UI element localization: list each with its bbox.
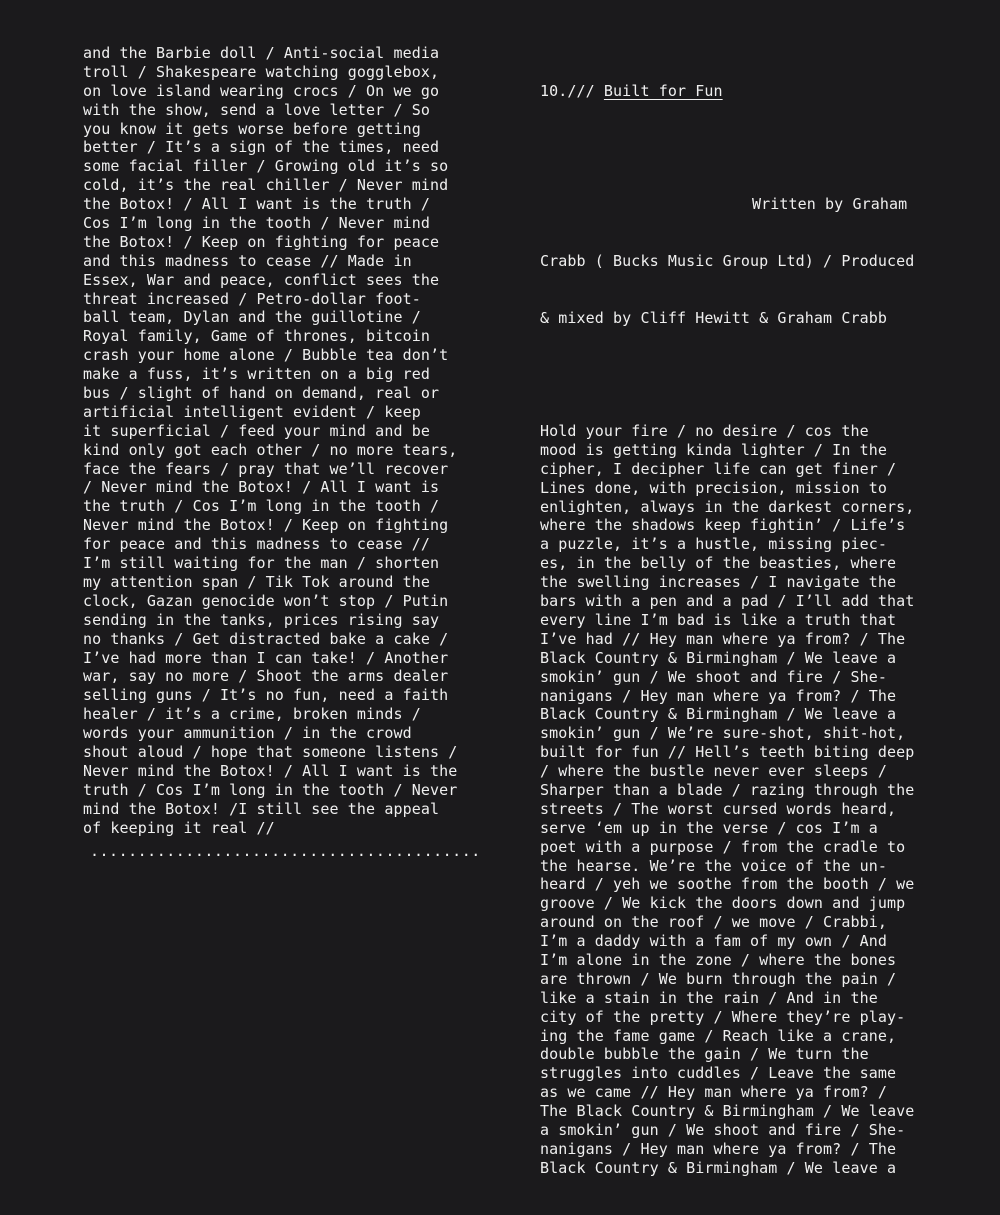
lyric-line: no thanks / Get distracted bake a cake / — [83, 629, 449, 648]
lyric-line: with the show, send a love letter / So — [83, 100, 430, 119]
lyric-line: better / It’s a sign of the times, need — [83, 138, 440, 157]
track-title: Built for Fun — [603, 81, 723, 100]
lyric-line: bars with a pen and a pad / I’ll add that — [540, 592, 915, 611]
lyric-line: the Botox! / All I want is the truth / — [83, 195, 430, 214]
lyric-line: I’m alone in the zone / where the bones — [540, 950, 897, 969]
lyric-line: streets / The worst cursed words heard, — [540, 799, 897, 818]
lyric-line: you know it gets worse before getting — [83, 119, 421, 138]
lyric-line: healer / it’s a crime, broken minds / — [83, 705, 421, 724]
lyric-line: Black Country & Birmingham / We leave a — [540, 705, 897, 724]
lyric-line: heard / yeh we soothe from the booth / we — [540, 875, 915, 894]
lyric-line: built for fun // Hell’s teeth biting deep — [540, 743, 915, 762]
lyric-line: some facial filler / Growing old it’s so — [83, 157, 449, 176]
lyric-line: the Botox! / Keep on fighting for peace — [83, 232, 440, 251]
lyric-line: groove / We kick the doors down and jump — [540, 894, 906, 913]
lyric-line: where the shadows keep fightin’ / Life’s — [540, 516, 906, 535]
lyric-line: Sharper than a blade / razing through the — [540, 780, 915, 799]
lyric-line: Never mind the Botox! / Keep on fighting — [83, 516, 449, 535]
lyric-line: a puzzle, it’s a hustle, missing piec- — [540, 535, 887, 554]
lyric-line: face the fears / pray that we’ll recover — [83, 459, 449, 478]
lyric-line: for peace and this madness to cease // — [83, 535, 430, 554]
credits-line: & mixed by Cliff Hewitt & Graham Crabb — [540, 308, 887, 327]
lyric-line: I’m a daddy with a fam of my own / And — [540, 932, 887, 951]
lyric-line: / Never mind the Botox! / All I want is — [83, 478, 440, 497]
lyric-line: smokin’ gun / We’re sure-shot, shit-hot, — [540, 724, 906, 743]
lyric-line: nanigans / Hey man where ya from? / The — [540, 1139, 897, 1158]
spacer — [540, 365, 980, 384]
lyric-line: / where the bustle never ever sleeps / — [540, 762, 887, 781]
lyric-line: Essex, War and peace, conflict sees the — [83, 270, 440, 289]
lyric-line: words your ammunition / in the crowd — [83, 724, 412, 743]
lyric-line: crash your home alone / Bubble tea don’t — [83, 346, 449, 365]
lyric-line: a smokin’ gun / We shoot and fire / She- — [540, 1120, 906, 1139]
lyric-line: and the Barbie doll / Anti-social media — [83, 44, 440, 62]
lyric-line: ball team, Dylan and the guillotine / — [83, 308, 421, 327]
lyric-line: struggles into cuddles / Leave the same — [540, 1064, 897, 1083]
lyric-line: city of the pretty / Where they’re play- — [540, 1007, 906, 1026]
lyric-line: and this madness to cease // Made in — [83, 251, 412, 270]
lyric-line: selling guns / It’s no fun, need a faith — [83, 686, 449, 705]
lyric-line: nanigans / Hey man where ya from? / The — [540, 686, 897, 705]
lyrics-right-column — [540, 44, 980, 1215]
lyric-line: the swelling increases / I navigate the — [540, 573, 897, 592]
lyric-line: I’m still waiting for the man / shorten — [83, 554, 440, 573]
lyric-line: I’ve had // Hey man where ya from? / The — [540, 629, 906, 648]
lyric-line: make a fuss, it’s written on a big red — [83, 365, 430, 384]
lyric-line: Hold your fire / no desire / cos the — [540, 422, 869, 441]
lyric-line: poet with a purpose / from the cradle to — [540, 837, 906, 856]
lyric-line: war, say no more / Shoot the arms dealer — [83, 667, 449, 686]
lyric-line: clock, Gazan genocide won’t stop / Putin — [83, 591, 449, 610]
lyric-line: double bubble the gain / We turn the — [540, 1045, 869, 1064]
lyric-line: ing the fame game / Reach like a crane, — [540, 1026, 897, 1045]
lyric-line: kind only got each other / no more tears, — [83, 440, 458, 459]
lyric-line: truth / Cos I’m long in the tooth / Never — [83, 780, 458, 799]
track-heading — [540, 82, 980, 101]
lyric-line: threat increased / Petro-dollar foot- — [83, 289, 421, 308]
lyric-line: are thrown / We burn through the pain / — [540, 969, 897, 988]
credits-line: Crabb ( Bucks Music Group Ltd) / Produced — [540, 251, 915, 270]
lyric-line: it superficial / feed your mind and be — [83, 421, 430, 440]
lyric-line: cold, it’s the real chiller / Never mind — [83, 176, 449, 195]
lyric-line: bus / slight of hand on demand, real or — [83, 384, 440, 403]
lyric-line: like a stain in the rain / And in the — [540, 988, 878, 1007]
lyric-line: Cos I’m long in the tooth / Never mind — [83, 214, 430, 233]
lyric-line: mind the Botox! /I still see the appeal — [83, 799, 440, 818]
lyric-line: serve ‘em up in the verse / cos I’m a — [540, 818, 878, 837]
lyric-line: artificial intelligent evident / keep — [83, 402, 421, 421]
lyric-line: on love island wearing crocs / On we go — [83, 81, 440, 100]
lyric-line: of keeping it real // — [83, 818, 275, 837]
lyric-line: enlighten, always in the darkest corners, — [540, 497, 915, 516]
lyric-line: I’ve had more than I can take! / Another — [83, 648, 449, 667]
dotted-rule: ......................................... — [90, 842, 481, 860]
lyric-line: smokin’ gun / We shoot and fire / She- — [540, 667, 887, 686]
lyric-line: as we came // Hey man where ya from? / — [540, 1083, 887, 1102]
lyric-line: Royal family, Game of thrones, bitcoin — [83, 327, 430, 346]
lyric-line: es, in the belly of the beasties, where — [540, 554, 897, 573]
lyric-line: shout aloud / hope that someone listens / — [83, 742, 458, 761]
lyric-line: cipher, I decipher life can get finer / — [540, 459, 897, 478]
lyric-line: Lines done, with precision, mission to — [540, 478, 887, 497]
track-number: 10./// — [540, 81, 604, 100]
lyric-line: the truth / Cos I’m long in the tooth / — [83, 497, 440, 516]
lyric-line: the hearse. We’re the voice of the un- — [540, 856, 887, 875]
lyric-line: mood is getting kinda lighter / In the — [540, 440, 887, 459]
lyric-line: sending in the tanks, prices rising say — [83, 610, 440, 629]
lyric-line: The Black Country & Birmingham / We leave — [540, 1102, 915, 1121]
lyric-line: troll / Shakespeare watching gogglebox, — [83, 62, 440, 81]
lyric-line: my attention span / Tik Tok around the — [83, 572, 430, 591]
lyric-line: Black Country & Birmingham / We leave a — [540, 648, 897, 667]
lyrics-left-column — [83, 44, 503, 837]
spacer — [540, 139, 980, 158]
lyric-line: Never mind the Botox! / All I want is the — [83, 761, 458, 780]
right-lyrics-body — [540, 422, 980, 1178]
lyric-line: around on the roof / we move / Crabbi, — [540, 913, 887, 932]
lyric-line: Black Country & Birmingham / We leave a — [540, 1158, 897, 1177]
lyric-line: every line I’m bad is like a truth that — [540, 610, 897, 629]
credits-line: Written by Graham — [752, 195, 908, 214]
